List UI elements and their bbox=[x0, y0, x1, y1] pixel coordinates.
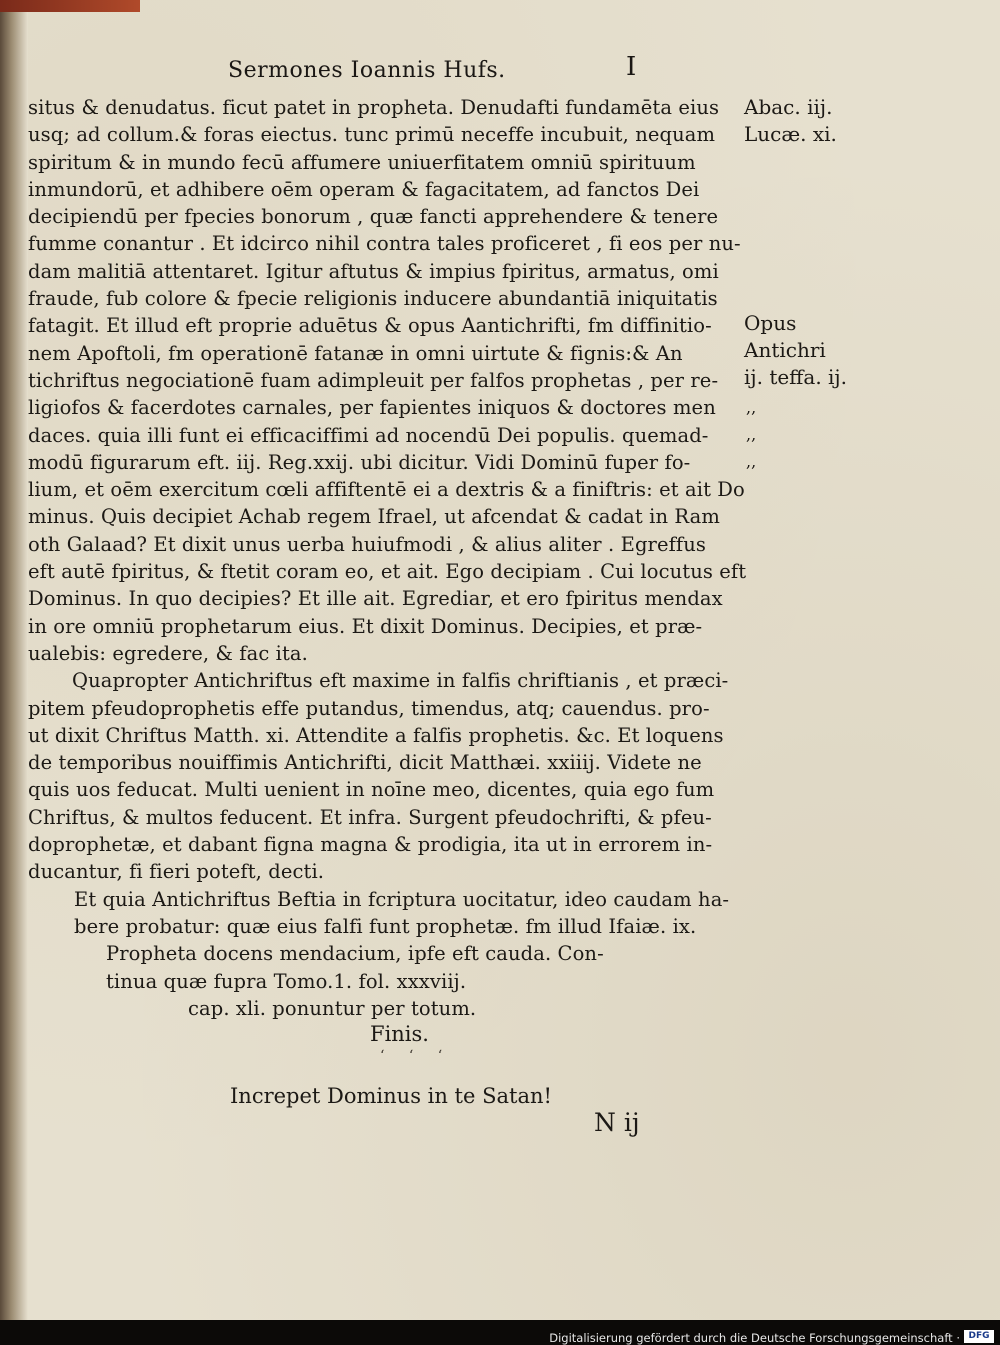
text-line: tichriftus negociationē fuam adimpleuit per falfos prophetas , per re- bbox=[28, 368, 719, 392]
text-line: fumme conantur . Et idcirco nihil contra tales proficeret , fi eos per nu- bbox=[28, 232, 741, 256]
text-line: cap. xli. ponuntur per totum. bbox=[188, 996, 477, 1020]
text-line: Dominus. In quo decipies? Et ille ait. Egrediar, et ero fpiritus mendax bbox=[28, 587, 723, 611]
text-line: nem Apoftoli, fm operationē fatanæ in omni uirtute & fignis:& An bbox=[28, 341, 683, 365]
text-line: ut dixit Chriftus Matth. xi. Attendite a falfis prophetis. &c. Et loquens bbox=[28, 723, 724, 747]
main-text bbox=[28, 94, 747, 1022]
margin-note-opus bbox=[744, 310, 847, 391]
text-line: usq; ad collum.& foras eiectus. tunc primū neceffe incubuit, nequam bbox=[28, 123, 716, 147]
text-line: dam malitiā attentaret. Igitur aftutus & impius fpiritus, armatus, omi bbox=[28, 259, 719, 283]
text-line: ualebis: egredere, & fac ita. bbox=[28, 641, 308, 665]
text-line: fatagit. Et illud eft proprie aduētus & opus Aantichrifti, fm diffinitio- bbox=[28, 314, 712, 338]
text-line: ligiofos & facerdotes carnales, per fapientes iniquos & doctores men bbox=[28, 396, 716, 420]
finis-label: Finis. bbox=[370, 1022, 429, 1046]
paragraph-start-line: Et quia Antichriftus Beftia in fcriptura uocitatur, ideo caudam ha- bbox=[74, 887, 730, 911]
closing-line: Increpet Dominus in te Satan! bbox=[230, 1084, 552, 1108]
margin-note-line: Antichri bbox=[744, 338, 826, 362]
page-edge-shadow bbox=[0, 0, 28, 1320]
signature-mark: N ij bbox=[594, 1108, 640, 1137]
running-title: Sermones Ioannis Hufs. bbox=[228, 58, 506, 83]
margin-mark: ,, bbox=[746, 425, 757, 444]
folio-number: I bbox=[626, 52, 637, 82]
binding-mark bbox=[0, 0, 140, 12]
text-line: pitem pfeudoprophetis effe putandus, timendus, atq; cauendus. pro- bbox=[28, 696, 710, 720]
margin-note-line: Opus bbox=[744, 311, 797, 335]
margin-note-line: Abac. iij. bbox=[744, 95, 833, 119]
margin-marks bbox=[746, 394, 756, 475]
funding-credit: Digitalisierung gefördert durch die Deutsche Forschungsgemeinschaft · bbox=[549, 1331, 960, 1345]
text-line: Chriftus, & multos feducent. Et infra. Surgent pfeudochrifti, & pfeu- bbox=[28, 805, 712, 829]
text-line: minus. Quis decipiet Achab regem Ifrael, ut afcendat & cadat in Ram bbox=[28, 505, 720, 529]
text-line: situs & denudatus. ficut patet in propheta. Denudafti fundamēta eius bbox=[28, 96, 720, 119]
margin-mark: ,, bbox=[746, 452, 757, 471]
text-line: ducantur, fi fieri poteft, decti. bbox=[28, 860, 325, 884]
text-line: daces. quia illi funt ei efficaciffimi ad nocendū Dei populis. quemad- bbox=[28, 423, 709, 447]
text-line: Propheta docens mendacium, ipfe eft cauda. Con- bbox=[106, 942, 604, 966]
text-line: quis uos feducat. Multi uenient in noīne meo, dicentes, quia ego fum bbox=[28, 778, 715, 802]
finis-ornament: ‘ ‘ ‘ bbox=[380, 1048, 453, 1064]
margin-note-line: ij. teffa. ij. bbox=[744, 365, 847, 389]
text-line: bere probatur: quæ eius falfi funt prophetæ. fm illud Ifaiæ. ix. bbox=[74, 914, 697, 938]
text-line: de temporibus nouiffimis Antichrifti, dicit Matthæi. xxiiij. Videte ne bbox=[28, 751, 702, 775]
dfg-logo: DFG bbox=[964, 1330, 994, 1343]
margin-note-abacuc bbox=[744, 94, 837, 148]
text-line: lium, et oēm exercitum cœli affiftentē ei a dextris & a finiftris: et ait Do bbox=[28, 478, 745, 502]
text-line: modū figurarum eft. iij. Reg.xxij. ubi dicitur. Vidi Dominū fuper fo- bbox=[28, 450, 691, 474]
paragraph-start-line: Quapropter Antichriftus eft maxime in falfis chriftianis , et præci- bbox=[72, 669, 729, 693]
text-line: doprophetæ, et dabant figna magna & prodigia, ita ut in errorem in- bbox=[28, 833, 713, 857]
text-line: oth Galaad? Et dixit unus uerba huiufmodi , & alius aliter . Egreffus bbox=[28, 532, 706, 556]
text-line: tinua quæ fupra Tomo.1. fol. xxxviij. bbox=[106, 969, 467, 993]
text-line: eft autē fpiritus, & ftetit coram eo, et ait. Ego decipiam . Cui locutus eft bbox=[28, 560, 747, 584]
margin-mark: ,, bbox=[746, 398, 757, 417]
margin-note-line: Lucæ. xi. bbox=[744, 122, 837, 146]
text-line: in ore omniū prophetarum eius. Et dixit Dominus. Decipies, et præ- bbox=[28, 614, 703, 638]
text-line: inmundorū, et adhibere oēm operam & fagacitatem, ad fanctos Dei bbox=[28, 177, 700, 201]
text-line: decipiendū per fpecies bonorum , quæ fancti apprehendere & tenere bbox=[28, 205, 719, 229]
text-line: spiritum & in mundo fecū affumere uniuerfitatem omniū spirituum bbox=[28, 150, 696, 174]
text-line: fraude, fub colore & fpecie religionis inducere abundantiā iniquitatis bbox=[28, 287, 718, 311]
